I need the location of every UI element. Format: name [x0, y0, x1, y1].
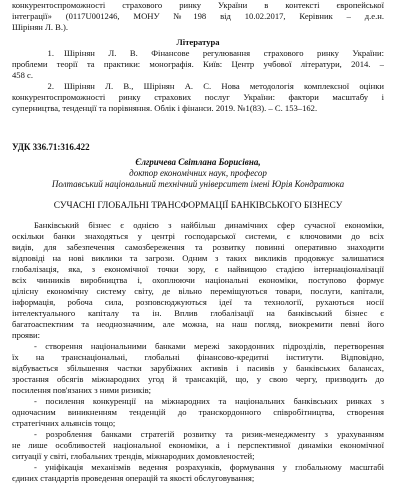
intro-paragraph [12, 0, 384, 33]
author-degree: доктор економічних наук, професор [129, 168, 267, 178]
body-line: єдиних стандартів проведення операцій та якості обслуговування; [12, 473, 255, 483]
body-line: одночасним виникненням тенденцій до транскордонного співробітництва, створення [12, 407, 384, 417]
body-line: ситуації у світі, глобальних трендів, міжнародних домовленостей; [12, 451, 255, 461]
body-line: не лише особливостей національної економіки, а і перспективної динаміки економічної [12, 440, 384, 450]
article-body [12, 220, 384, 484]
body-line: цілісну економічну систему світу, де вільно переміщуються товари, послуги, капітали, [12, 286, 384, 296]
references-heading: Література [176, 37, 220, 47]
body-line: видів, для забезпечення самозбереження та розвитку повинні оперативно знаходити [12, 242, 384, 252]
body-line: - уніфікація механізмів ведення розрахунків, формування у глобальному масштабі [34, 462, 384, 472]
body-line: оскільки банки знаходяться у центрі господарської системи, є ключовими до всіх [12, 231, 384, 241]
intro-line-2: інтеграції» (0117U001246, МОНУ №198 від 10.02.2017, Керівник – д.е.н. [12, 11, 384, 21]
body-line: Банківський бізнес є однією з найбільш динамічних сфер сучасної економіки, [34, 220, 384, 230]
body-line: глобалізація, яка, з економічної точки зору, є найвищою стадією інтернаціоналізації [12, 264, 384, 274]
body-line: зростання обсягів міжнародних угод й трансакцій, що, у свою чергу, призводить до [12, 374, 384, 384]
reference-line: 458 с. [12, 70, 34, 80]
body-line: їх на транснаціональні, глобальні фінансово-кредитні інститути. Відповідно, [12, 352, 384, 362]
intro-line-1: конкурентоспроможності страхового ринку України в контексті європейської [12, 0, 384, 10]
reference-line: проблеми теорії та практики: монографія. Київ: Центр учбової літератури, 2014. – [12, 59, 384, 69]
body-line: відповіді на нові виклики та загрози. Одним з таких викликів продовжує залишатися [12, 253, 384, 263]
article-title: СУЧАСНІ ГЛОБАЛЬНІ ТРАНСФОРМАЦІЇ БАНКІВСЬКОГО БІЗНЕСУ [53, 201, 343, 211]
reference-item-1 [12, 48, 384, 81]
udk-code: УДК 336.71:316.422 [12, 142, 90, 152]
author-affiliation: Полтавський національний технічний університет імені Юрія Кондратюка [51, 179, 345, 189]
body-line: всіх чинників виробництва і, охоплюючи національні економіки, поступово формує [12, 275, 384, 285]
body-line: інформація, робоча сила, розповсюджуються ідеї та технології, рухаються носії [12, 297, 384, 307]
reference-line: Шірінян Л. В. Фінансове регулювання страхового ринку України: [64, 48, 384, 58]
body-line: багатоаспектним та неоднозначним, але можна, на наш погляд, виокремити певні його [12, 319, 384, 329]
body-line: інтелектуального капіталу та ін. Вплив глобалізації на банківський бізнес є [12, 308, 384, 318]
body-line: - розроблення банками стратегій розвитку та ризик-менеджменту з урахуванням [34, 429, 384, 439]
author-name: Єлгричева Світлана Борисівна, [135, 157, 261, 167]
body-line: стратегічних альянсів тощо; [12, 418, 116, 428]
body-line: - створення національними банками мережі закордонних підрозділів, перетворення [34, 341, 384, 351]
reference-item-2 [12, 81, 384, 114]
body-line: відбувається збільшення частки зарубіжних активів і пасивів у банківських балансах, [12, 363, 384, 373]
reference-line: суперництва, тенденції та порівняння. Облік і фінанси. 2019. №1(83). – С. 153–162. [12, 103, 318, 113]
reference-line: конкурентоспроможності ринку страхових послуг України: фактори масштабу і [12, 92, 384, 102]
body-line: прояви: [12, 330, 41, 340]
reference-number: 1. [47, 48, 54, 58]
intro-line-3: Шірінян Л. В.). [12, 22, 69, 32]
reference-line: Шірінян Л. В., Шірінян А. С. Нова методологія комплексної оцінки [64, 81, 384, 91]
body-line: посилення пов'язаних з ними ризиків; [12, 385, 152, 395]
reference-number: 2. [47, 81, 54, 91]
body-line: - посилення конкуренції на міжнародних та національних банківських ринках з [34, 396, 384, 406]
